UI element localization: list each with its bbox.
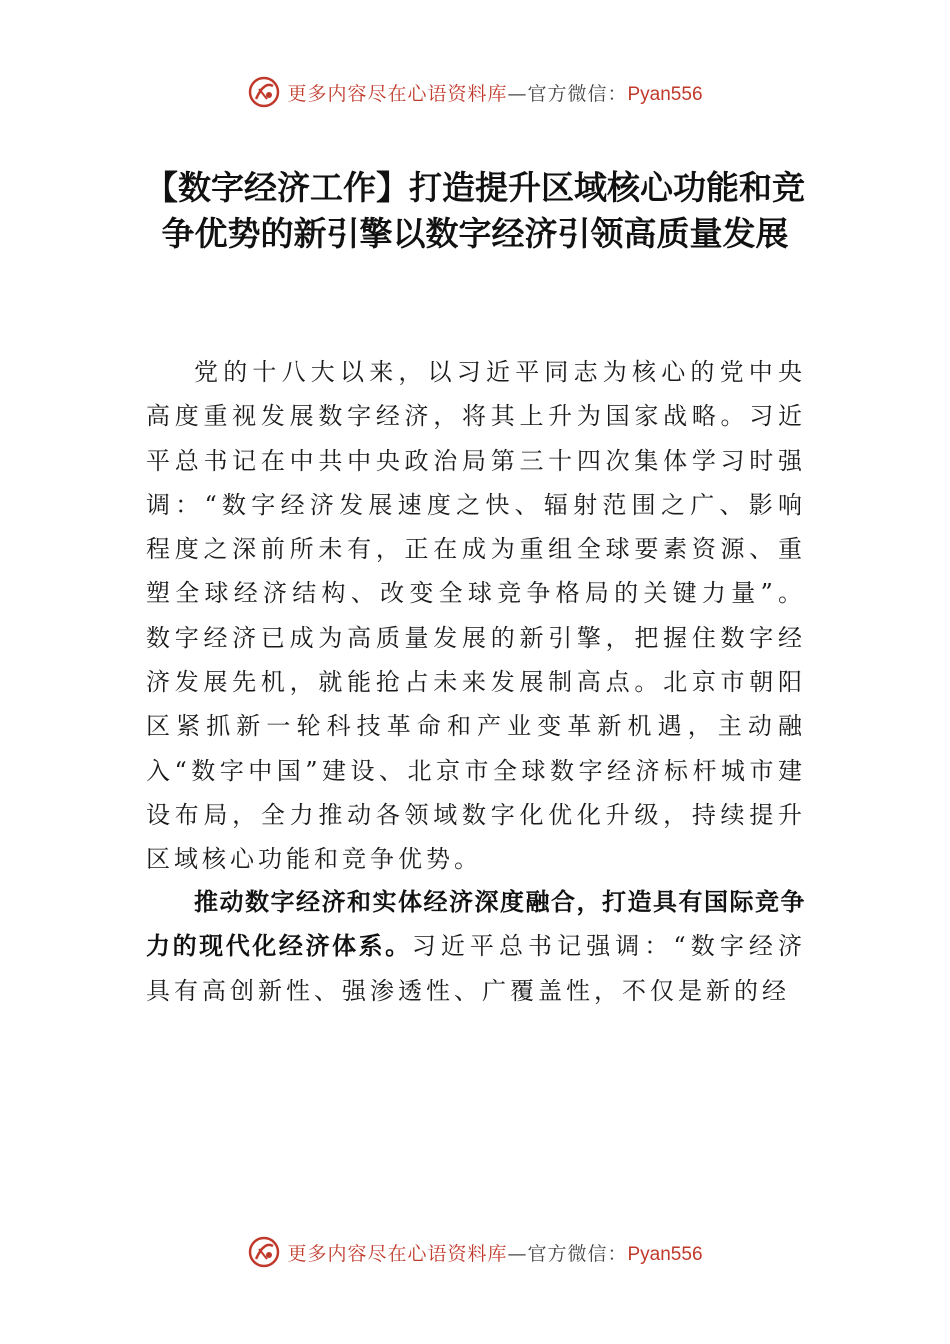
- document-title: 【数字经济工作】打造提升区域核心功能和竞争优势的新引擎以数字经济引领高质量发展: [145, 168, 805, 253]
- watermark-text: 更多内容尽在心语资料库—官方微信：Pyan556: [287, 82, 703, 105]
- watermark-logo-icon: [247, 1235, 281, 1269]
- watermark-logo-icon: [247, 75, 281, 109]
- watermark-text: 更多内容尽在心语资料库—官方微信：Pyan556: [287, 1242, 703, 1265]
- paragraph-1: 党的十八大以来，以习近平同志为核心的党中央高度重视发展数字经济，将其上升为国家战略。习近平总书记在中共中央政治局第三十四次集体学习时强调：“数字经济发展速度之快、辐射范围之广、影响程度之深前所未有，正在成为重组全球要素资源、重塑全球经济结构、改变全球竞争格局的关键力量”。数字经济已成为高质量发展的新引擎，把握住数字经济发展先机，就能抢占未来发展制高点。北京市朝阳区紧抓新一轮科技革命和产业变革新机遇，主动融入“数字中国”建设、北京市全球数字经济标杆城市建设布局，全力推动各领域数字化优化升级，持续提升区域核心功能和竞争优势。: [146, 358, 806, 874]
- header-watermark: [0, 72, 950, 112]
- paragraph-2-lead: 推动数字经济和实体经济深度融合，打造具有国际竞争力的现代化经济体系。: [146, 888, 806, 961]
- footer-watermark: [0, 1232, 950, 1272]
- paragraph-2-body: 习近平总书记强调：“数字经济具有高创新性、强渗透性、广覆盖性，不仅是新的经: [146, 932, 806, 1005]
- paragraph-2: [146, 880, 806, 1013]
